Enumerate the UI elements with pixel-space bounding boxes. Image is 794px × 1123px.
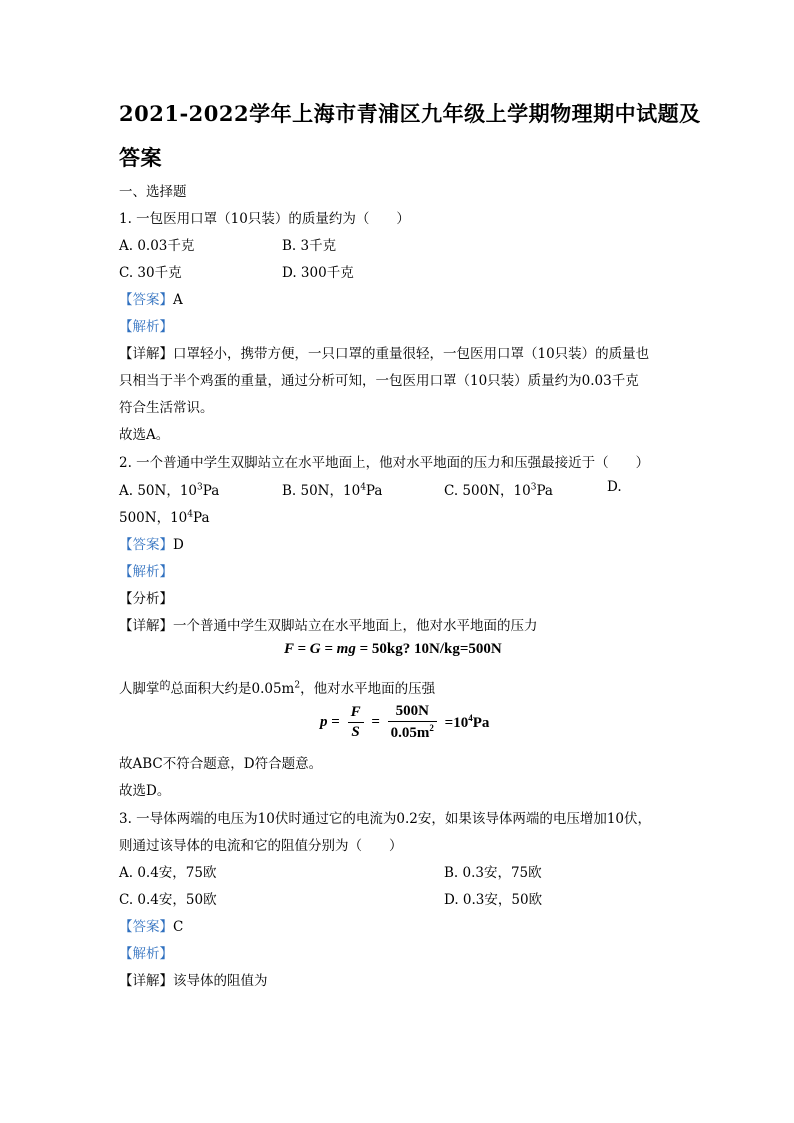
analysis-tag: 【解析】 <box>119 564 173 580</box>
result-base: =10 <box>444 715 469 731</box>
formula-force-rhs: = 50kg? 10N/kg=500N <box>355 641 502 657</box>
q2-detail-2-exp: 2 <box>294 680 301 691</box>
q2-detail-text-1: 一个普通中学生双脚站立在水平地面上，他对水平地面的压力 <box>173 618 538 634</box>
q2-a-text: A. 50N，10 <box>119 483 198 499</box>
q2-c-exp: 3 <box>530 482 537 493</box>
q3-answer <box>119 915 183 935</box>
q2-detail-1 <box>119 614 538 634</box>
q2-b-text: B. 50N，10 <box>282 483 361 499</box>
frac-num-f: F <box>348 704 364 723</box>
detail-tag: 【详解】 <box>119 346 173 362</box>
q1-option-c: C. 30千克 <box>119 265 182 281</box>
section-heading: 一、选择题 <box>119 184 187 200</box>
doc-title-line2: 答案 <box>119 145 162 170</box>
q3-stem-2: 则通过该导体的电流和它的阻值分别为（ ） <box>119 838 403 854</box>
analysis-tag: 【解析】 <box>119 946 173 962</box>
q2-option-d <box>119 506 210 526</box>
q2-c-unit: Pa <box>536 483 553 499</box>
formula-result <box>445 715 490 731</box>
doc-title-line1: 2021-2022学年上海市青浦区九年级上学期物理期中试题及 <box>119 101 701 126</box>
q2-option-d-label: D. <box>607 479 622 495</box>
formula-p: p <box>320 714 328 730</box>
q3-option-d: D. 0.3安，50欧 <box>444 892 543 908</box>
q3-option-c: C. 0.4安，50欧 <box>119 892 217 908</box>
result-unit: Pa <box>472 715 490 731</box>
q1-option-a: A. 0.03千克 <box>119 238 195 254</box>
detail-tag: 【详解】 <box>119 618 173 634</box>
q1-analysis <box>119 315 173 335</box>
q1-answer <box>119 288 183 308</box>
q2-option-c <box>444 479 553 499</box>
q2-b-exp: 4 <box>360 482 366 493</box>
q1-option-b: B. 3千克 <box>282 238 337 254</box>
answer-tag: 【答案】 <box>119 292 173 308</box>
formula-eq: = <box>331 714 340 730</box>
q2-option-a <box>119 479 219 499</box>
q1-detail-text-1: 口罩轻小，携带方便，一只口罩的重量很轻，一包医用口罩（10只装）的质量也 <box>173 346 650 362</box>
frac-num-500n: 500N <box>388 703 437 722</box>
q1-detail-3: 符合生活常识。 <box>119 400 214 416</box>
result-exp: 4 <box>468 713 473 723</box>
q3-answer-value: C <box>173 919 184 935</box>
fraction-values <box>388 703 437 742</box>
q2-option-b <box>282 479 382 499</box>
formula-eq-2: = <box>371 714 380 730</box>
detail-tag: 【详解】 <box>119 973 173 989</box>
analysis-tag: 【解析】 <box>119 319 173 335</box>
answer-tag: 【答案】 <box>119 919 173 935</box>
formula-force-lhs: F = G = mg <box>284 641 356 657</box>
q2-b-unit: Pa <box>365 483 383 499</box>
q3-option-b: B. 0.3安，75欧 <box>444 865 542 881</box>
q2-detail-2c: 总面积大约是0.05m <box>170 681 295 697</box>
q2-fenxi: 【分析】 <box>119 591 173 607</box>
q2-d-unit: Pa <box>193 510 210 526</box>
q2-answer-value: D <box>173 537 184 553</box>
frac-den-area: 0.05m <box>390 725 430 741</box>
q3-detail-text-1: 该导体的阻值为 <box>173 973 268 989</box>
frac-den-s: S <box>351 724 360 740</box>
q3-detail-1 <box>119 969 268 989</box>
q2-detail-3: 故ABC不符合题意，D符合题意。 <box>119 756 323 772</box>
q2-c-text: C. 500N，10 <box>444 483 531 499</box>
q1-detail-1 <box>119 342 649 362</box>
q2-conclusion: 故选D。 <box>119 783 171 799</box>
q2-a-unit: Pa <box>202 483 220 499</box>
q2-d-text: 500N，10 <box>119 510 188 526</box>
q2-stem: 2. 一个普通中学生双脚站立在水平地面上，他对水平地面的压力和压强最接近于（ ） <box>119 455 650 471</box>
q1-answer-value: A <box>173 292 183 308</box>
formula-force <box>284 641 502 658</box>
answer-tag: 【答案】 <box>119 537 173 553</box>
q1-stem: 1. 一包医用口罩（10只装）的质量约为（ ） <box>119 211 410 227</box>
q1-option-d: D. 300千克 <box>282 265 354 281</box>
q1-conclusion: 故选A。 <box>119 427 170 443</box>
q1-detail-2: 只相当于半个鸡蛋的重量，通过分析可知，一包医用口罩（10只装）质量约为0.03千克 <box>119 373 639 389</box>
q2-detail-2 <box>119 677 435 697</box>
q2-detail-2d: ，他对水平地面的压强 <box>300 681 436 697</box>
q2-a-exp: 3 <box>197 482 203 493</box>
q3-stem-1: 3. 一导体两端的电压为10伏时通过它的电流为0.2安，如果该导体两端的电压增加10伏， <box>119 811 651 827</box>
q3-option-a: A. 0.4安，75欧 <box>119 865 217 881</box>
q2-d-exp: 4 <box>187 509 193 520</box>
q2-analysis <box>119 560 173 580</box>
frac-den-exp: 2 <box>429 723 434 733</box>
q2-answer <box>119 533 184 553</box>
formula-pressure <box>320 703 489 742</box>
q3-analysis <box>119 942 173 962</box>
q2-detail-2a: 人脚掌 <box>119 681 160 697</box>
q2-detail-2b: 的 <box>159 679 171 692</box>
fraction-f-over-s <box>348 704 364 741</box>
